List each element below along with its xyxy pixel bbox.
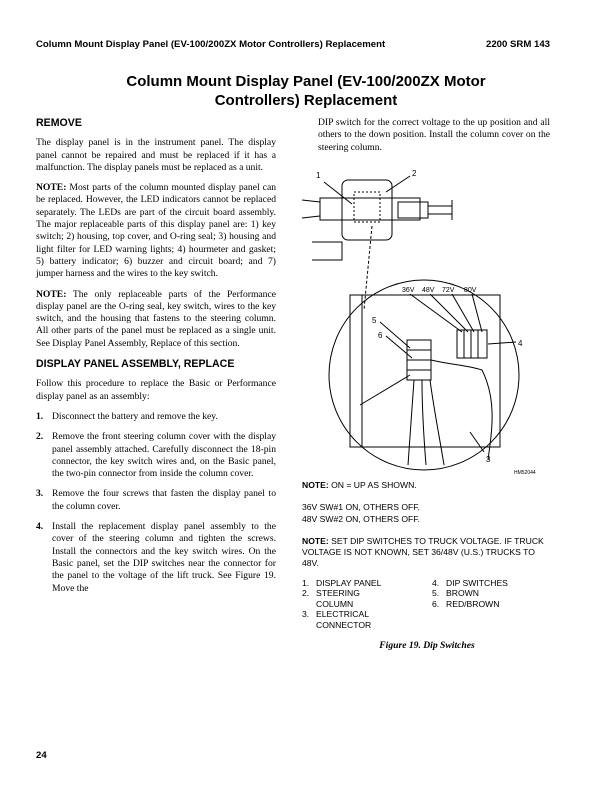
left-column <box>36 117 276 603</box>
page-title-line-1: Column Mount Display Panel (EV-100/200ZX Motor <box>126 73 486 90</box>
page-title-line-2: Controllers) Replacement <box>214 92 398 109</box>
note-text: The only replaceable parts of the Performance display panel are the O-ring seal, key switch, wires to the key switch, and the housing that fastens to the steering column. All other parts of the panel must be replaced as a single unit. See Display Panel Assembly, Replace of this section. <box>36 288 276 349</box>
legend-label: STEERING <box>316 588 360 599</box>
dip-label-80v: 80V <box>464 287 477 294</box>
legend-item <box>302 599 353 609</box>
assembly-intro: Follow this procedure to replace the Basic or Performance display panel as an assembly: <box>36 378 276 402</box>
legend-number: 5. <box>432 588 440 599</box>
section-heading-assembly-replace: DISPLAY PANEL ASSEMBLY, REPLACE <box>36 358 235 371</box>
procedure-step <box>36 431 276 480</box>
note-set-dip-switches <box>302 536 548 569</box>
step-text: Install the replacement display panel assembly to the cover of the steering column and tighten the screws. Install the connectors and the key switch wires. On the Basic panel, set the DIP switches near the connector for the panel to the voltage of the lift truck. See Figure 19. Move the <box>52 521 276 594</box>
note-label: NOTE: <box>36 182 67 194</box>
legend-label: DISPLAY PANEL <box>316 578 382 588</box>
note-on-up <box>302 480 548 491</box>
step-text: Remove the front steering column cover with the display panel assembly attached. Carefully disconnect the 18-pin connector, the key switch wires and, on the Basic panel, the two-pin connector from inside the column cover. <box>52 431 276 480</box>
legend-number <box>302 620 316 630</box>
step-number: 2. <box>36 431 44 443</box>
step-text: Remove the four screws that fasten the display panel to the column cover. <box>52 488 276 512</box>
step-number: 3. <box>36 488 44 500</box>
switch-setting-36v: 36V SW#1 ON, OTHERS OFF. <box>302 502 420 512</box>
legend-item <box>302 588 360 598</box>
note-text: ON = UP AS SHOWN. <box>328 480 417 490</box>
legend-label: DIP SWITCHES <box>446 578 508 588</box>
legend-label: BROWN <box>446 588 479 599</box>
procedure-step <box>36 411 276 423</box>
figure-code: HM52044 <box>514 470 536 476</box>
section-heading-remove: REMOVE <box>36 117 82 129</box>
legend-label: RED/BROWN <box>446 598 500 609</box>
legend-item <box>302 578 381 588</box>
legend-item <box>302 620 371 630</box>
page-number: 24 <box>36 750 47 761</box>
dip-label-48v: 48V <box>422 287 435 294</box>
note-label: NOTE: <box>302 536 329 546</box>
legend-number: 3. <box>302 609 310 620</box>
dip-label-72v: 72V <box>442 287 455 294</box>
legend-label: ELECTRICAL <box>316 609 370 620</box>
dip-label-36v: 36V <box>402 287 415 294</box>
legend-item <box>432 599 499 609</box>
note-text: SET DIP SWITCHES TO TRUCK VOLTAGE. IF TRUCK VOLTAGE IS NOT KNOWN, SET 36/48V (U.S.) TRUCKS TO 48V. <box>302 536 544 568</box>
callout-1: 1 <box>316 171 321 180</box>
step-number: 1. <box>36 410 44 422</box>
procedure-step <box>36 521 276 595</box>
legend-number: 4. <box>432 578 440 588</box>
page-title <box>36 72 576 110</box>
dip-switch-block-shape <box>457 330 487 358</box>
procedure-step <box>36 488 276 513</box>
callout-3: 3 <box>486 455 491 464</box>
note-performance-panel <box>36 289 276 350</box>
legend-item <box>432 578 508 588</box>
right-column-continued-text: DIP switch for the correct voltage to the up position and all others to the down position. Install the column cover on the steering column. <box>318 117 550 153</box>
legend-number: 6. <box>432 598 440 609</box>
remove-paragraph: The display panel is in the instrument panel. The display panel cannot be repaired and must be replaced if it has a malfunction. The display panels must be replaced as a unit. <box>36 137 276 173</box>
callout-6: 6 <box>378 331 383 340</box>
figure-caption: Figure 19. Dip Switches <box>379 640 475 651</box>
callout-4: 4 <box>518 339 523 348</box>
note-label: NOTE: <box>36 288 67 300</box>
note-label: NOTE: <box>302 480 329 490</box>
legend-label: COLUMN <box>316 598 354 609</box>
legend-number: 2. <box>302 588 310 599</box>
running-header-doc-id: 2200 SRM 143 <box>486 39 550 50</box>
legend-label: CONNECTOR <box>316 619 372 630</box>
display-panel-shape <box>342 180 392 240</box>
callout-5: 5 <box>372 316 377 325</box>
note-led-indicators <box>36 182 276 280</box>
step-number: 4. <box>36 521 44 533</box>
legend-item <box>302 609 369 619</box>
dip-switch-figure <box>302 160 548 476</box>
step-text: Disconnect the battery and remove the key. <box>52 410 218 422</box>
switch-setting-48v: 48V SW#2 ON, OTHERS OFF. <box>302 514 420 524</box>
running-header-title: Column Mount Display Panel (EV-100/200ZX Motor Controllers) Replacement <box>36 39 386 50</box>
legend-item <box>432 588 479 598</box>
legend-number <box>302 599 316 609</box>
steering-column-shape <box>320 198 420 220</box>
note-text: Most parts of the column mounted display panel can be replaced. However, the LED indicators cannot be replaced separately. The LEDs are part of the circuit board assembly. The major replaceable parts of this display panel are: 1) key switch; 2) housing, top cover, and O-ring seal; 3) housing and light filter for LED warning lights; 4) hourmeter and gasket; 5) battery indicator; 6) buzzer and circuit board; and 7) jumper harness and the wires to the key switch. <box>36 182 276 280</box>
callout-2: 2 <box>412 169 417 178</box>
legend-number: 1. <box>302 578 310 588</box>
